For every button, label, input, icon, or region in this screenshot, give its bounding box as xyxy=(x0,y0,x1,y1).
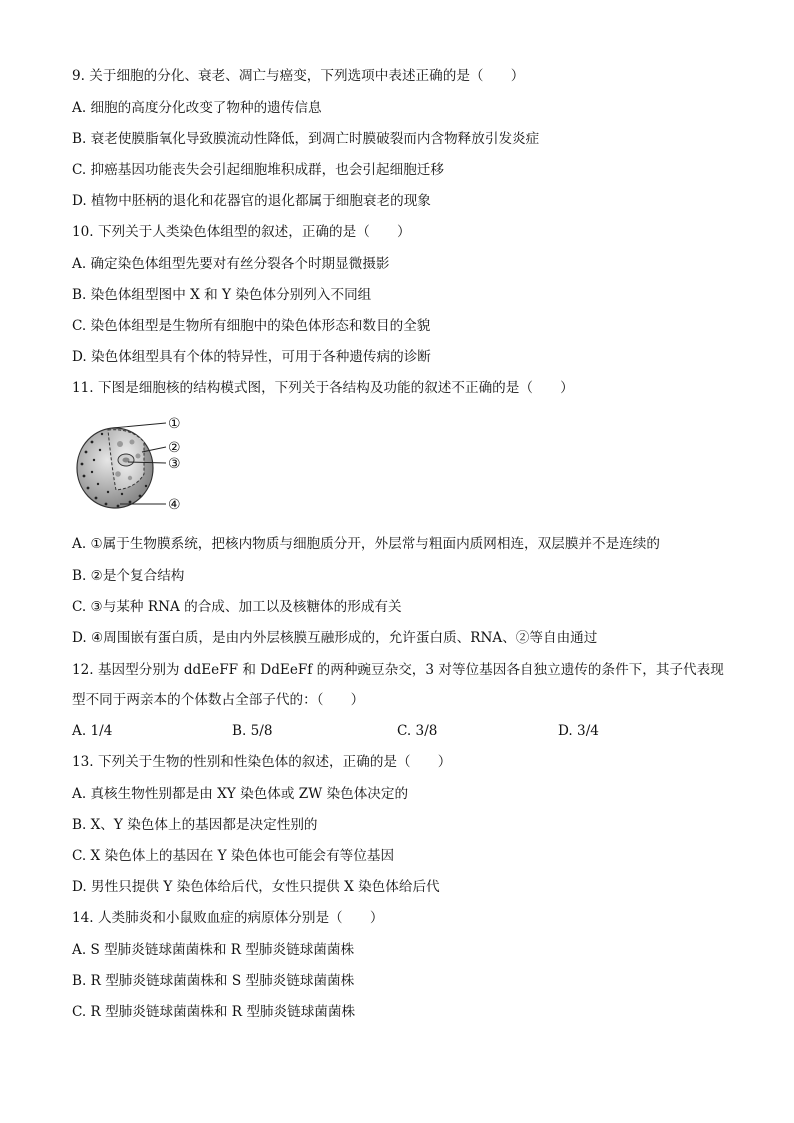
q13-option-b: B. X、Y 染色体上的基因都是决定性别的 xyxy=(72,817,318,833)
q12-option-d: D. 3/4 xyxy=(558,723,599,739)
q13-option-d: D. 男性只提供 Y 染色体给后代，女性只提供 X 染色体给后代 xyxy=(72,879,440,895)
q14-option-c: C. R 型肺炎链球菌菌株和 R 型肺炎链球菌菌株 xyxy=(72,1004,356,1020)
q9-option-b: B. 衰老使膜脂氧化导致膜流动性降低，到凋亡时膜破裂而内含物释放引发炎症 xyxy=(72,131,540,147)
nucleus-diagram xyxy=(72,412,192,516)
q11-stem: 11. 下图是细胞核的结构模式图，下列关于各结构及功能的叙述不正确的是（ ） xyxy=(72,380,574,396)
q11-option-d: D. ④周围嵌有蛋白质，是由内外层核膜互融形成的，允许蛋白质、RNA、②等自由通过 xyxy=(72,630,598,646)
q10-stem: 10. 下列关于人类染色体组型的叙述，正确的是（ ） xyxy=(72,224,411,240)
label-4: ④ xyxy=(168,497,181,513)
q12-option-c: C. 3/8 xyxy=(397,723,438,739)
q13-option-c: C. X 染色体上的基因在 Y 染色体也可能会有等位基因 xyxy=(72,848,395,864)
label-3: ③ xyxy=(168,456,181,472)
q13-stem: 13. 下列关于生物的性别和性染色体的叙述，正确的是（ ） xyxy=(72,754,452,770)
q10-option-a: A. 确定染色体组型先要对有丝分裂各个时期显微摄影 xyxy=(72,256,390,272)
q11-option-b: B. ②是个复合结构 xyxy=(72,568,185,584)
q11-option-c: C. ③与某种 RNA 的合成、加工以及核糖体的形成有关 xyxy=(72,599,402,615)
q9-option-a: A. 细胞的高度分化改变了物种的遗传信息 xyxy=(72,100,322,116)
q14-stem: 14. 人类肺炎和小鼠败血症的病原体分别是（ ） xyxy=(72,910,384,926)
nucleus-diagram-svg xyxy=(72,412,192,516)
q12-stem-line2: 型不同于两亲本的个体数占全部子代的：（ ） xyxy=(72,692,365,708)
q11-option-a: A. ①属于生物膜系统，把核内物质与细胞质分开，外层常与粗面内质网相连，双层膜并不是连续的 xyxy=(72,536,660,552)
q14-option-b: B. R 型肺炎链球菌菌株和 S 型肺炎链球菌菌株 xyxy=(72,973,355,989)
q14-option-a: A. S 型肺炎链球菌菌株和 R 型肺炎链球菌菌株 xyxy=(72,942,355,958)
q12-options-row xyxy=(72,721,732,741)
q9-stem: 9. 关于细胞的分化、衰老、凋亡与癌变，下列选项中表述正确的是（ ） xyxy=(72,68,525,84)
q9-option-c: C. 抑癌基因功能丧失会引起细胞堆积成群，也会引起细胞迁移 xyxy=(72,162,444,178)
q12-option-a: A. 1/4 xyxy=(72,723,113,739)
q13-option-a: A. 真核生物性别都是由 XY 染色体或 ZW 染色体决定的 xyxy=(72,786,409,802)
q12-stem-line1: 12. 基因型分别为 ddEeFF 和 DdEeFf 的两种豌豆杂交，3 对等位基因各自独立遗传的条件下，其子代表现 xyxy=(72,662,724,678)
label-2: ② xyxy=(168,440,181,456)
q9-option-d: D. 植物中胚柄的退化和花器官的退化都属于细胞衰老的现象 xyxy=(72,193,431,209)
q10-option-d: D. 染色体组型具有个体的特异性，可用于各种遗传病的诊断 xyxy=(72,349,431,365)
leader-line-1 xyxy=(112,423,166,428)
q10-option-b: B. 染色体组型图中 X 和 Y 染色体分别列入不同组 xyxy=(72,287,372,303)
label-1: ① xyxy=(168,416,181,432)
q12-option-b: B. 5/8 xyxy=(232,723,273,739)
q10-option-c: C. 染色体组型是生物所有细胞中的染色体形态和数目的全貌 xyxy=(72,318,431,334)
